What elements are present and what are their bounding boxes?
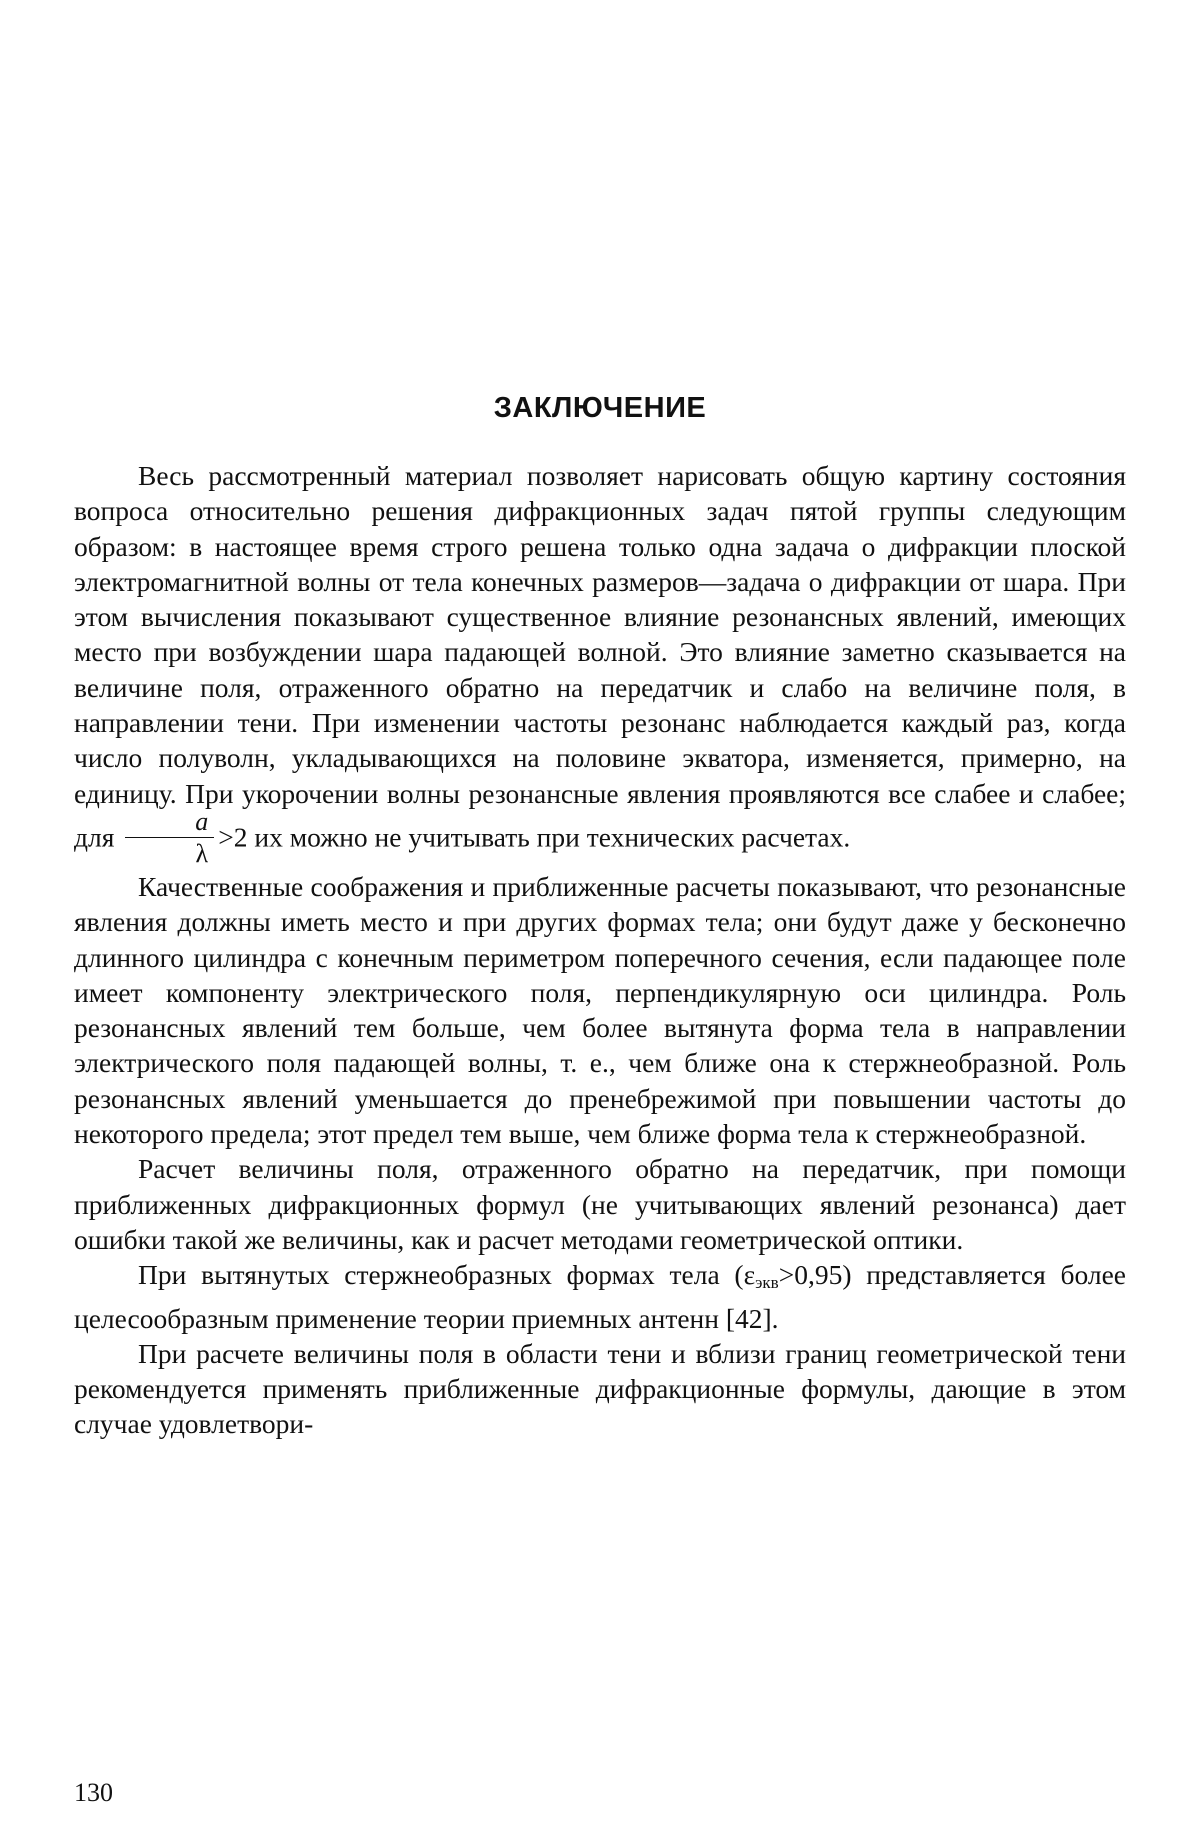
paragraph-4-tail: >0,95) представляется более целесообразным применение теории приемных антенн [42]. [74,1259,1127,1334]
fraction-numerator: a [125,809,214,838]
chapter-heading: ЗАКЛЮЧЕНИЕ [493,392,707,424]
paragraph-1-text: Весь рассмотренный материал позволяет нарисовать общую картину состояния вопроса относительно решения дифракционных задач пятой группы следующим образом: в настоящее время строго решена только одна задача о дифракции плоской электромагнитной волны от тела конечных размеров—задача о дифракции от шара. При этом вычисления показывают существенное влияние резонансных явлений, имеющих место при возбуждении шара падающей волной. Это влияние заметно сказывается на величине поля, отраженного обратно на передатчик и слабо на величине поля, в направлении тени. При изменении частоты резонанс наблюдается каждый раз, когда число полуволн, укладывающихся на половине экватора, изменяется, примерно, на единицу. При укорочении волны резонансные явления проявляются все слабее и слабее; для [74,460,1126,853]
paragraph-4 [74,1257,1126,1336]
subscript-ekv: экв [755,1273,779,1293]
paragraph-1 [74,458,1126,869]
body-text [74,458,1126,1442]
paragraph-3: Расчет величины поля, отраженного обратно на передатчик, при помощи приближенных дифракционных формул (не учитывающих явлений резонанса) дает ошибки такой же величины, как и расчет методами геометрической оптики. [74,1153,1126,1255]
paragraph-2: Качественные соображения и приближенные расчеты показывают, что резонансные явления должны иметь место и при других формах тела; они будут даже у бесконечно длинного цилиндра с конечным периметром поперечного сечения, если падающее поле имеет компоненту электрического поля, перпендикулярную оси цилиндра. Роль резонансных явлений тем больше, чем более вытянута форма тела в направлении электрического поля падающей волны, т. е., чем ближе она к стержнеобразной. Роль резонансных явлений уменьшается до пренебрежимой при повышении частоты до некоторого предела; этот предел тем выше, чем ближе форма тела к стержнеобразной. [74,870,1126,1150]
page-number: 130 [74,1778,113,1807]
paragraph-1-tail: >2 их можно не учитывать при технических расчетах. [218,821,851,853]
paragraph-4-text: При вытянутых стержнеобразных формах тела (ε [138,1259,756,1291]
fraction-denominator: λ [195,838,209,868]
fraction-a-over-lambda [125,806,214,868]
paragraph-5: При расчете величины поля в области тени и вблизи границ геометрической тени рекомендуется применять приближенные дифракционные формулы, дающие в этом случае удовлетвори- [74,1337,1126,1440]
